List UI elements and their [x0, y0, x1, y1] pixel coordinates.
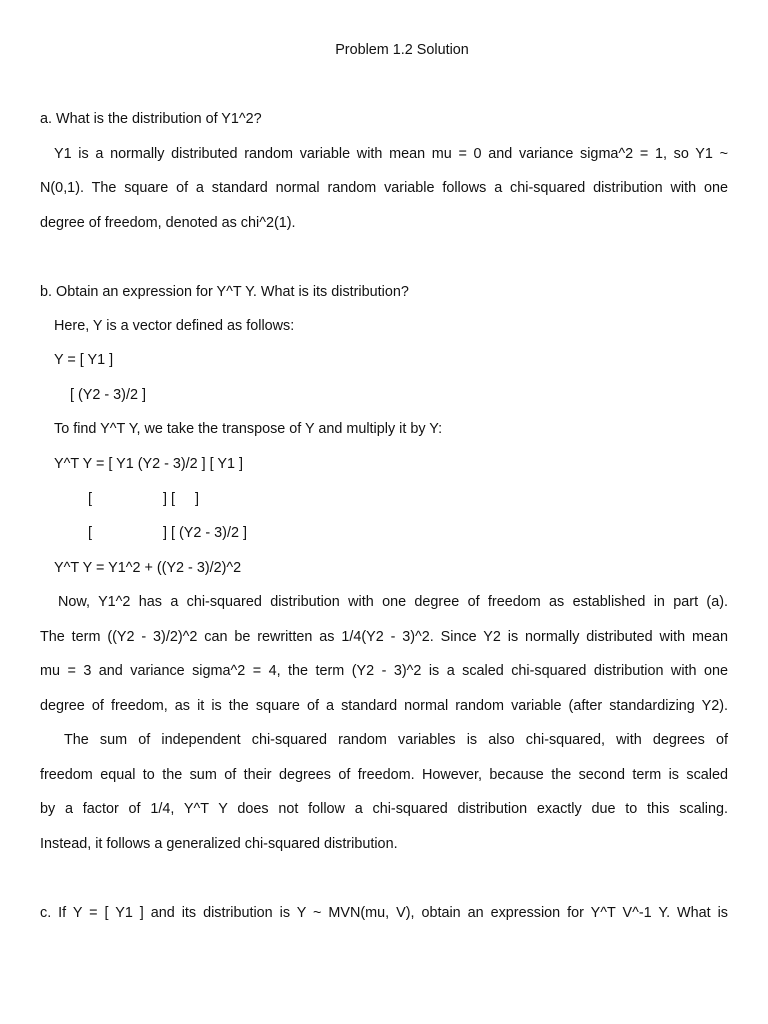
matrix-product-line: Y^T Y = [ Y1 (Y2 - 3)/2 ] [ Y1 ] — [54, 456, 244, 472]
matrix-bracket: [ — [88, 491, 92, 507]
part-b-text-line: mu = 3 and variance sigma^2 = 4, the term (Y2 - 3)^2 is a scaled chi-squared distribution with one — [40, 663, 728, 679]
matrix-bracket: ] [ ] — [163, 491, 199, 507]
part-a-text-line: Y1 is a normally distributed random variable with mean mu = 0 and variance sigma^2 = 1, so Y1 ~ — [54, 146, 728, 162]
page-title: Problem 1.2 Solution — [335, 42, 469, 58]
part-a-heading: a. What is the distribution of Y1^2? — [40, 111, 262, 127]
transpose-intro: To find Y^T Y, we take the transpose of Y and multiply it by Y: — [54, 421, 443, 437]
result-expression: Y^T Y = Y1^2 + ((Y2 - 3)/2)^2 — [54, 560, 242, 576]
part-a-text-line: degree of freedom, denoted as chi^2(1). — [40, 215, 296, 231]
part-b-text-line: Instead, it follows a generalized chi-squared distribution. — [40, 836, 398, 852]
part-b-text-line: freedom equal to the sum of their degrees of freedom. However, because the second term is scaled — [40, 767, 728, 783]
matrix-bracket: ] [ (Y2 - 3)/2 ] — [163, 525, 247, 541]
part-c-heading: c. If Y = [ Y1 ] and its distribution is Y ~ MVN(mu, V), obtain an expression for Y^T V^-1 Y. What is — [40, 905, 728, 921]
part-b-heading: b. Obtain an expression for Y^T Y. What is its distribution? — [40, 284, 409, 300]
part-b-text-line: The sum of independent chi-squared random variables is also chi-squared, with degrees of — [64, 732, 728, 748]
part-b-text-line: Now, Y1^2 has a chi-squared distribution with one degree of freedom as established in part (a). — [58, 594, 728, 610]
vector-line: [ (Y2 - 3)/2 ] — [70, 387, 146, 403]
part-b-text-line: by a factor of 1/4, Y^T Y does not follow a chi-squared distribution exactly due to this scaling. — [40, 801, 728, 817]
part-b-intro: Here, Y is a vector defined as follows: — [54, 318, 295, 334]
matrix-bracket: [ — [88, 525, 92, 541]
vector-line: Y = [ Y1 ] — [54, 352, 114, 368]
part-a-text-line: N(0,1). The square of a standard normal random variable follows a chi-squared distribution with one — [40, 180, 728, 196]
part-b-text-line: The term ((Y2 - 3)/2)^2 can be rewritten as 1/4(Y2 - 3)^2. Since Y2 is normally distributed with mean — [40, 629, 728, 645]
part-b-text-line: degree of freedom, as it is the square of a standard normal random variable (after standardizing Y2). — [40, 698, 728, 714]
